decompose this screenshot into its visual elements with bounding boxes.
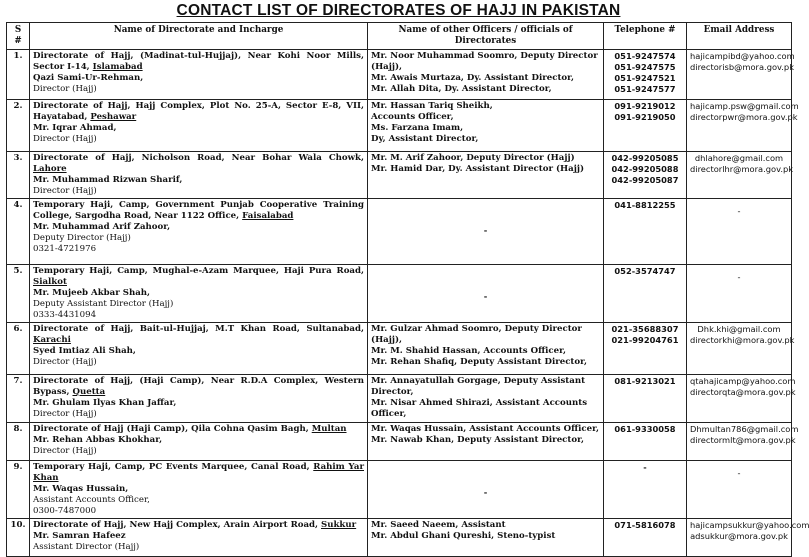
- page-title: CONTACT LIST OF DIRECTORATES OF HAJJ IN PAKISTAN: [176, 2, 621, 19]
- incharge-designation: Director (Hajj): [33, 357, 97, 367]
- officer-entry: Mr. Abdul Ghani Qureshi, Steno-typist: [371, 531, 556, 541]
- officers-cell: [368, 423, 604, 461]
- incharge-designation: Assistant Accounts Officer,: [33, 495, 150, 505]
- officers-cell: [368, 375, 604, 423]
- email-address: directorkhi@mora.gov.pk: [690, 335, 795, 345]
- officers-cell: [368, 519, 604, 557]
- email-cell: [687, 100, 799, 152]
- telephone-number: 091-9219012: [614, 101, 676, 111]
- table-row: [7, 265, 792, 323]
- telephone-number: 081-9213021: [614, 376, 676, 386]
- column-header-email: Email Address: [687, 23, 792, 50]
- empty-dash: -: [737, 468, 741, 478]
- directorate-cell: [30, 265, 368, 323]
- email-address: directorisb@mora.gov.pk: [690, 62, 795, 72]
- table-row: [7, 199, 792, 265]
- row-sno: 8.: [7, 423, 30, 461]
- officer-entry: Mr. Awais Murtaza, Dy. Assistant Director,: [371, 73, 575, 83]
- telephone-number: 051-9247521: [614, 73, 676, 83]
- officers-cell: [368, 265, 604, 323]
- city-name: Lahore: [33, 164, 67, 174]
- incharge-name: Mr. Samran Hafeez: [33, 531, 126, 541]
- city-name: Karachi: [33, 335, 71, 345]
- table-row: [7, 461, 792, 519]
- directorate-address: Directorate of Hajj, Hajj Complex, Plot No. 25-A, Sector E-8, VII, Hayatabad, Peshawar: [33, 101, 364, 122]
- incharge-designation: Deputy Assistant Director (Hajj): [33, 299, 174, 309]
- officers-cell: [368, 461, 604, 519]
- telephone-number: 042-99205088: [611, 164, 679, 174]
- column-header-telephone: Telephone #: [604, 23, 687, 50]
- email-address: directormlt@mora.gov.pk: [690, 435, 796, 445]
- telephone-cell: [604, 50, 687, 100]
- officer-entry: Mr. Waqas Hussain, Assistant Accounts Officer,: [371, 424, 599, 434]
- telephone-cell: [604, 375, 687, 423]
- officers-cell: [368, 323, 604, 375]
- table-body: [7, 50, 809, 557]
- directorate-cell: [30, 519, 368, 557]
- directorate-address: Directorate of Hajj, Bait-ul-Hujjaj, M.T Khan Road, Sultanabad, Karachi: [33, 324, 364, 345]
- officers-cell: [368, 199, 604, 265]
- incharge-name: Qazi Sami-Ur-Rehman,: [33, 73, 144, 83]
- telephone-cell: [604, 199, 687, 265]
- city-name: Multan: [311, 424, 347, 434]
- table-header-row: [7, 23, 792, 50]
- incharge-designation: Deputy Director (Hajj): [33, 233, 131, 243]
- directorate-address: Temporary Haji, Camp, PC Events Marquee, Canal Road, Rahim Yar Khan: [33, 462, 364, 483]
- incharge-designation: Director (Hajj): [33, 446, 97, 456]
- telephone-number: 021-99204761: [611, 335, 679, 345]
- incharge-phone: 0321-4721976: [33, 244, 97, 254]
- telephone-number: 091-9219050: [614, 112, 676, 122]
- directorate-cell: [30, 152, 368, 199]
- incharge-designation: Director (Hajj): [33, 84, 97, 94]
- incharge-name: Mr. Mujeeb Akbar Shah,: [33, 288, 151, 298]
- incharge-phone: 0333-4431094: [33, 310, 97, 320]
- directorate-address: Directorate of Hajj, (Haji Camp), Near R.D.A Complex, Western Bypass, Quetta: [33, 376, 364, 397]
- row-sno: 6.: [7, 323, 30, 375]
- column-header-sno: S #: [7, 23, 30, 50]
- email-cell: [687, 461, 792, 519]
- email-cell: [687, 199, 792, 265]
- row-sno: 7.: [7, 375, 30, 423]
- table-row: [7, 152, 792, 199]
- incharge-name: Mr. Iqrar Ahmad,: [33, 123, 117, 133]
- officer-entry: Mr. M. Arif Zahoor, Deputy Director (Hajj): [371, 153, 575, 163]
- email-address: directorqta@mora.gov.pk: [690, 387, 796, 397]
- officers-cell: [368, 152, 604, 199]
- incharge-name: Mr. Waqas Hussain,: [33, 484, 129, 494]
- officer-entry: Mr. Nisar Ahmed Shirazi, Assistant Accounts Officer,: [371, 398, 588, 419]
- directorate-cell: [30, 423, 368, 461]
- directorate-cell: [30, 50, 368, 100]
- city-name: Peshawar: [90, 112, 137, 122]
- row-sno: 3.: [7, 152, 30, 199]
- telephone-number: 061-9330058: [614, 424, 676, 434]
- email-cell: [687, 152, 792, 199]
- directorate-cell: [30, 100, 368, 152]
- contact-table: [6, 22, 809, 557]
- city-name: Islamabad: [92, 62, 143, 72]
- officer-entry: Dy, Assistant Director,: [371, 134, 479, 144]
- email-address: adsukkur@mora.gov.pk: [690, 531, 788, 541]
- row-sno: 5.: [7, 265, 30, 323]
- table-row: [7, 375, 792, 423]
- telephone-cell: [604, 461, 687, 519]
- telephone-number: 051-9247575: [614, 62, 676, 72]
- email-cell: [687, 50, 795, 100]
- row-sno: 4.: [7, 199, 30, 265]
- incharge-designation: Director (Hajj): [33, 409, 97, 419]
- email-address: directorpwr@mora.gov.pk: [690, 112, 798, 122]
- telephone-number: 021-35688307: [611, 324, 679, 334]
- officer-entry: Accounts Officer,: [371, 112, 454, 122]
- telephone-number: 071-5816078: [614, 520, 676, 530]
- directorate-address: Directorate of Hajj (Haji Camp), Qila Cohna Qasim Bagh, Multan: [33, 424, 347, 434]
- incharge-designation: Director (Hajj): [33, 134, 97, 144]
- email-address: Dhk.khi@gmail.com: [697, 324, 781, 334]
- row-sno: 2.: [7, 100, 30, 152]
- email-cell: [687, 375, 796, 423]
- empty-dash: -: [643, 462, 647, 472]
- directorate-cell: [30, 461, 368, 519]
- telephone-number: 051-9247577: [614, 84, 676, 94]
- telephone-cell: [604, 423, 687, 461]
- officer-entry: Mr. Gulzar Ahmad Soomro, Deputy Director (Hajj),: [371, 324, 582, 345]
- directorate-cell: [30, 375, 368, 423]
- email-address: hajicamp.psw@gmail.com: [690, 101, 799, 111]
- directorate-cell: [30, 323, 368, 375]
- officer-entry: Mr. Noor Muhammad Soomro, Deputy Director (Hajj),: [371, 51, 598, 72]
- officer-entry: Mr. Rehan Shafiq, Deputy Assistant Director,: [371, 357, 588, 367]
- column-header-directorate: Name of Directorate and Incharge: [30, 23, 368, 50]
- officer-entry: Mr. M. Shahid Hassan, Accounts Officer,: [371, 346, 566, 356]
- officer-entry: Mr. Hassan Tariq Sheikh,: [371, 101, 493, 111]
- incharge-phone: 0300-7487000: [33, 506, 97, 516]
- telephone-cell: [604, 265, 687, 323]
- email-cell: [687, 519, 809, 557]
- city-name: Sukkur: [321, 520, 357, 530]
- email-address: directorlhr@mora.gov.pk: [690, 164, 794, 174]
- email-address: dhlahore@gmail.com: [694, 153, 784, 163]
- incharge-name: Mr. Muhammad Rizwan Sharif,: [33, 175, 183, 185]
- email-cell: [687, 423, 799, 461]
- row-sno: 9.: [7, 461, 30, 519]
- telephone-number: 052-3574747: [614, 266, 676, 276]
- officer-entry: Ms. Farzana Imam,: [371, 123, 464, 133]
- officer-entry: Mr. Saeed Naeem, Assistant: [371, 520, 506, 530]
- directorate-cell: [30, 199, 368, 265]
- telephone-number: 041-8812255: [614, 200, 676, 210]
- email-cell: [687, 323, 795, 375]
- directorate-address: Temporary Haji, Camp, Mughal-e-Azam Marquee, Haji Pura Road, Sialkot: [33, 266, 364, 287]
- directorate-address: Temporary Haji, Camp, Government Punjab Cooperative Training College, Sargodha Road, Near 1122 Office, Faisalabad: [33, 200, 364, 221]
- city-name: Quetta: [72, 387, 106, 397]
- empty-dash: -: [483, 226, 488, 236]
- email-address: hajicampsukkur@yahoo.com: [690, 520, 809, 530]
- row-sno: 1.: [7, 50, 30, 100]
- telephone-number: 042-99205087: [611, 175, 679, 185]
- incharge-name: Syed Imtiaz Ali Shah,: [33, 346, 136, 356]
- empty-dash: -: [483, 488, 488, 498]
- officer-entry: Mr. Annayatullah Gorgage, Deputy Assistant Director,: [371, 376, 586, 397]
- telephone-cell: [604, 152, 687, 199]
- incharge-name: Mr. Muhammad Arif Zahoor,: [33, 222, 171, 232]
- email-address: hajicampibd@yahoo.com: [690, 51, 795, 61]
- empty-dash: -: [737, 206, 741, 216]
- row-sno: 10.: [7, 519, 30, 557]
- email-address: Dhmultan786@gmail.com: [690, 424, 799, 434]
- telephone-cell: [604, 519, 687, 557]
- officers-cell: [368, 50, 604, 100]
- officer-entry: Mr. Nawab Khan, Deputy Assistant Director,: [371, 435, 585, 445]
- city-name: Faisalabad: [242, 211, 294, 221]
- officers-cell: [368, 100, 604, 152]
- officer-entry: Mr. Hamid Dar, Dy. Assistant Director (Hajj): [371, 164, 585, 174]
- table-row: [7, 100, 792, 152]
- directorate-address: Directorate of Hajj, (Madinat-tul-Hujjaj), Near Kohi Noor Mills, Sector I-14, Islamabad: [33, 51, 364, 72]
- telephone-number: 042-99205085: [611, 153, 679, 163]
- incharge-name: Mr. Rehan Abbas Khokhar,: [33, 435, 163, 445]
- city-name: Rahim Yar Khan: [33, 462, 364, 483]
- directorate-address: Directorate of Hajj, Nicholson Road, Near Bohar Wala Chowk, Lahore: [33, 153, 364, 174]
- email-address: qtahajicamp@yahoo.com: [690, 376, 796, 386]
- table-row: [7, 323, 792, 375]
- column-header-officers: Name of other Officers / officials of Directorates: [368, 23, 604, 50]
- officer-entry: Mr. Allah Dita, Dy. Assistant Director,: [371, 84, 552, 94]
- telephone-cell: [604, 323, 687, 375]
- table-row: [7, 423, 792, 461]
- empty-dash: -: [737, 272, 741, 282]
- telephone-cell: [604, 100, 687, 152]
- city-name: Sialkot: [33, 277, 67, 287]
- email-cell: [687, 265, 792, 323]
- table-row: [7, 519, 792, 557]
- table-row: [7, 50, 792, 100]
- incharge-designation: Director (Hajj): [33, 186, 97, 196]
- directorate-address: Directorate of Hajj, New Hajj Complex, Arain Airport Road, Sukkur: [33, 520, 357, 530]
- incharge-name: Mr. Ghulam Ilyas Khan Jaffar,: [33, 398, 177, 408]
- incharge-designation: Assistant Director (Hajj): [33, 542, 140, 552]
- empty-dash: -: [483, 292, 488, 302]
- telephone-number: 051-9247574: [614, 51, 676, 61]
